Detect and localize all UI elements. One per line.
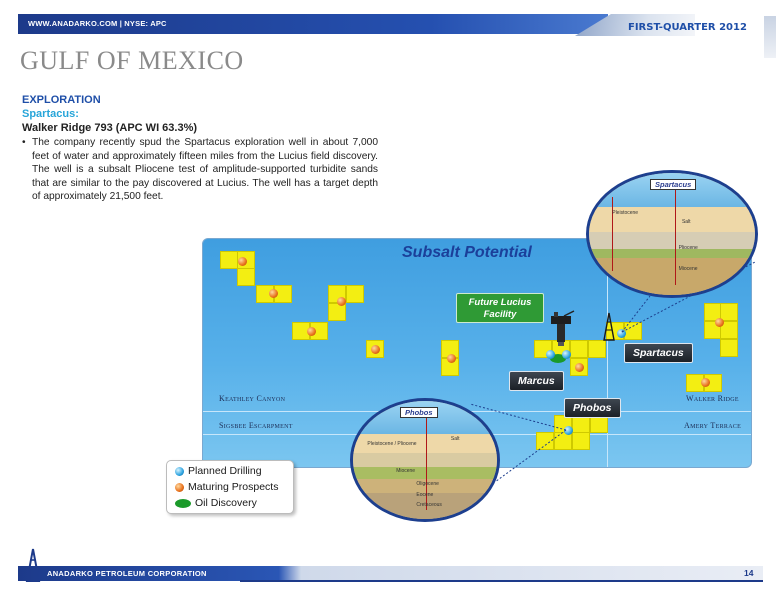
cross-section-label: Oligocene [416,481,439,488]
area-label-sigsbee: Sigsbee Escarpment [219,421,293,430]
future-lucius-callout: Future Lucius Facility [456,293,544,323]
cross-section-label: Salt [450,436,460,443]
project-heading: Walker Ridge 793 (APC WI 63.3%) [22,122,198,134]
oil-discovery-icon [175,499,191,508]
cross-section-label: Pliocene [678,244,698,251]
cross-section-label: Pleistocene [612,209,639,216]
spartacus-callout: Spartacus [624,343,693,363]
cross-section-label: Pleistocene / Pliocene [367,441,417,448]
cross-section-layer [589,249,755,259]
cross-section-label: Cretaceous [416,502,442,509]
cross-section-label: Miocene [396,468,416,475]
cross-section-layer [589,258,755,295]
legend-item-planned [175,465,262,477]
bullet-paragraph: • The company recently spud the Spartacus exploration well in about 7,000 feet of water and approximately fifteen miles from the Lucius field discovery. The well is a subsalt Pliocene test of amplitude-supported turbidite sands that are similar to the pay discovered at Lucius. The well has a target depth of approximately 21,500 feet. [22,136,378,204]
cross-section-well [612,197,613,270]
marcus-callout: Marcus [509,371,564,391]
legend-item-oil [175,497,257,509]
legend-item-maturing [175,481,278,493]
cross-section-layer [353,453,497,467]
legend-label: Planned Drilling [188,465,262,477]
cross-section-label: Salt [681,219,691,226]
cross-section-well [675,185,676,285]
area-label-keathley: Keathley Canyon [219,394,286,403]
footer-line [240,580,763,582]
cross-section-layer [589,232,755,249]
cross-section-layer [353,467,497,479]
phobos-section-tag: Phobos [400,407,438,418]
cross-section-label: Eocene [416,491,434,498]
page-number: 14 [744,568,754,578]
header-site-text: WWW.ANADARKO.COM | NYSE: APC [28,19,167,28]
maturing-prospect-icon [175,483,184,492]
subsection-heading: Spartacus: [22,108,79,120]
map-legend [166,460,294,514]
legend-label: Maturing Prospects [188,481,279,493]
legend-label: Oil Discovery [195,497,257,509]
map-title: Subsalt Potential [402,244,532,261]
phobos-callout: Phobos [564,398,621,418]
planned-drilling-icon [175,467,184,476]
page-title: GULF OF MEXICO [20,46,244,75]
header-quarter: FIRST-QUARTER 2012 [628,22,747,33]
cross-section-label: Miocene [678,265,698,272]
area-label-amery: Amery Terrace [684,421,742,430]
spartacus-section-tag: Spartacus [650,179,696,190]
area-label-walker: Walker Ridge [686,394,739,403]
section-heading: EXPLORATION [22,94,101,106]
footer-company: ANADARKO PETROLEUM CORPORATION [47,569,207,578]
